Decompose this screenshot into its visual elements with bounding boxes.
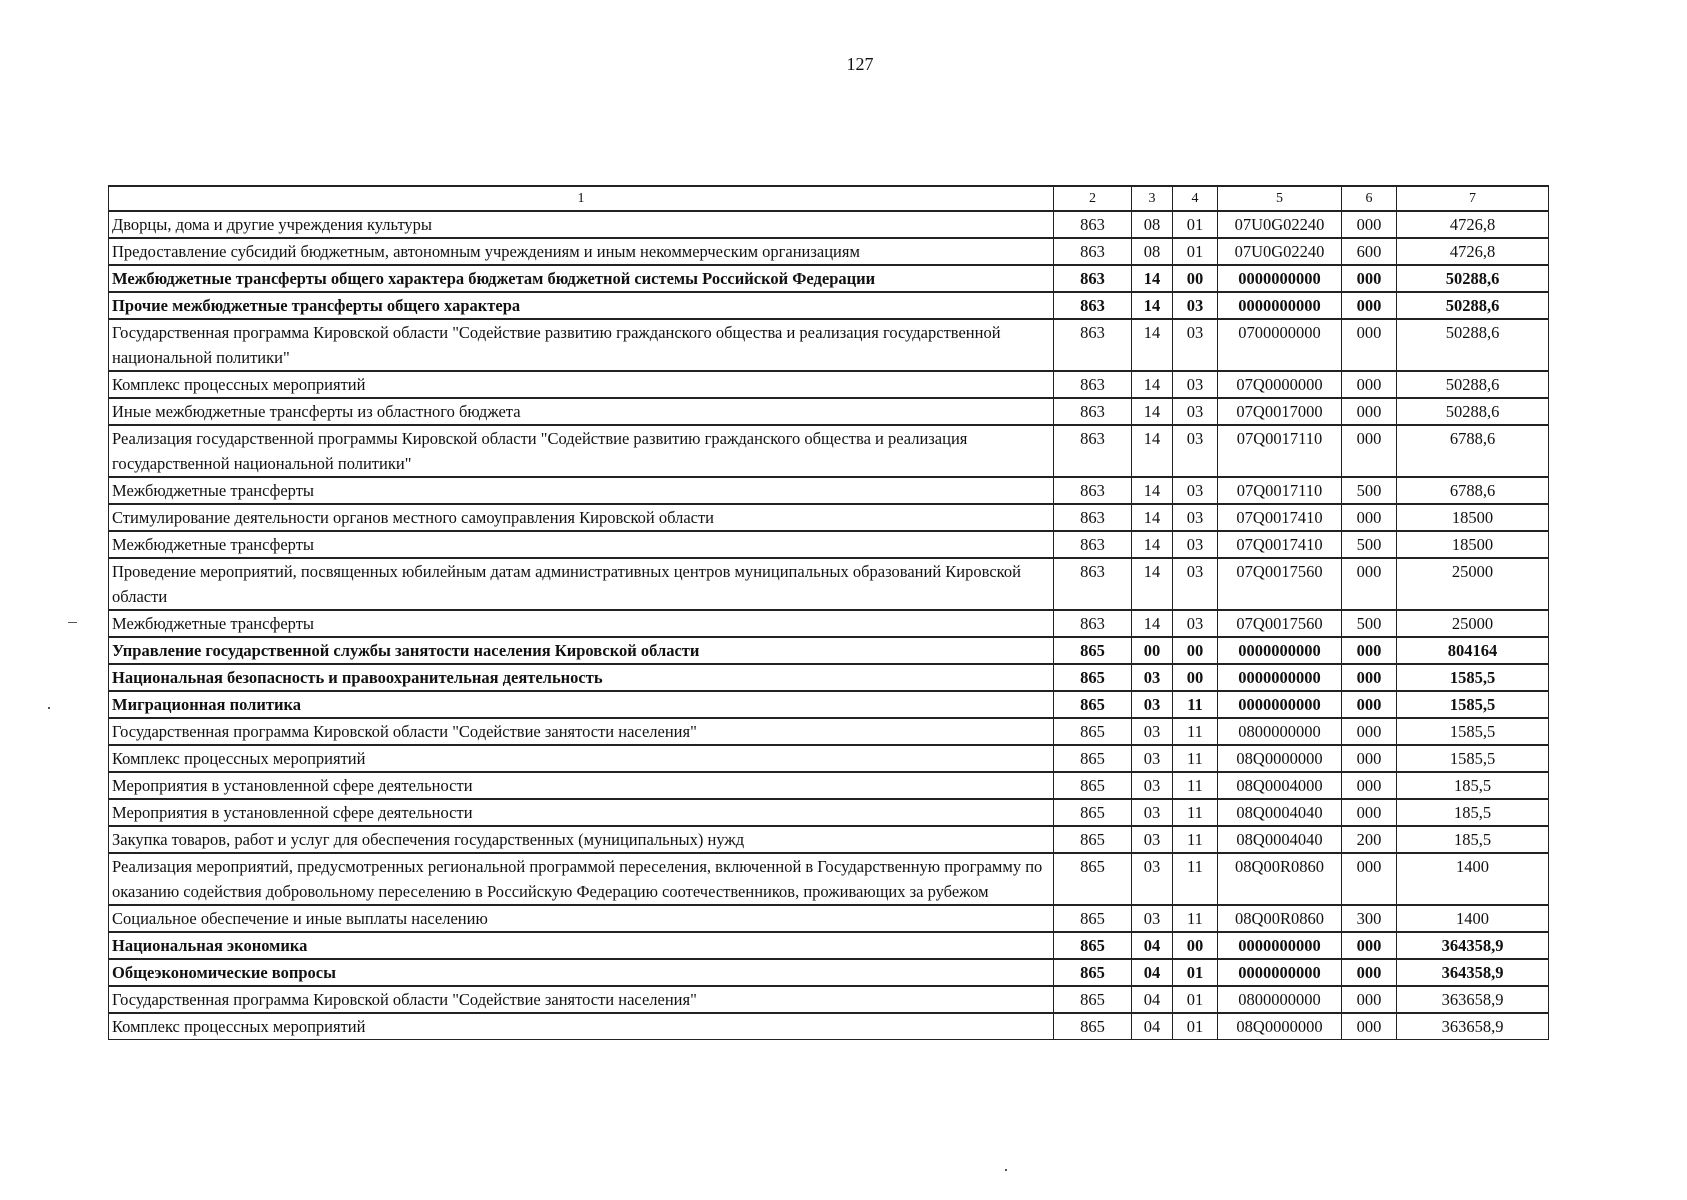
row-amount-cell: 6788,6 <box>1397 477 1549 504</box>
row-target-article-cell: 0000000000 <box>1218 664 1342 691</box>
row-subsection-cell: 11 <box>1173 799 1218 826</box>
row-name-cell: Межбюджетные трансферты <box>109 477 1054 504</box>
table-row <box>109 826 1549 853</box>
row-subsection-cell: 03 <box>1173 398 1218 425</box>
row-amount-cell: 50288,6 <box>1397 292 1549 319</box>
row-amount-cell: 50288,6 <box>1397 398 1549 425</box>
row-target-article-cell: 0000000000 <box>1218 265 1342 292</box>
row-expense-type-cell: 000 <box>1342 265 1397 292</box>
row-code-cell: 863 <box>1054 265 1132 292</box>
row-code-cell: 865 <box>1054 959 1132 986</box>
header-col-5: 5 <box>1218 186 1342 211</box>
table-row <box>109 718 1549 745</box>
scan-mark <box>1005 1169 1007 1171</box>
table-row <box>109 292 1549 319</box>
table-row <box>109 664 1549 691</box>
table-row <box>109 398 1549 425</box>
row-section-cell: 03 <box>1132 691 1173 718</box>
row-section-cell: 14 <box>1132 292 1173 319</box>
row-section-cell: 14 <box>1132 477 1173 504</box>
table-row <box>109 504 1549 531</box>
row-code-cell: 863 <box>1054 371 1132 398</box>
row-section-cell: 08 <box>1132 238 1173 265</box>
page-number: 127 <box>846 54 874 74</box>
row-subsection-cell: 01 <box>1173 986 1218 1013</box>
row-section-cell: 03 <box>1132 718 1173 745</box>
row-expense-type-cell: 000 <box>1342 745 1397 772</box>
table-row <box>109 932 1549 959</box>
row-expense-type-cell: 000 <box>1342 664 1397 691</box>
row-name-cell: Государственная программа Кировской области "Содействие занятости населения" <box>109 718 1054 745</box>
row-expense-type-cell: 600 <box>1342 238 1397 265</box>
row-expense-type-cell: 000 <box>1342 398 1397 425</box>
row-code-cell: 863 <box>1054 477 1132 504</box>
row-subsection-cell: 01 <box>1173 959 1218 986</box>
table-row <box>109 477 1549 504</box>
row-amount-cell: 1585,5 <box>1397 718 1549 745</box>
table-row <box>109 905 1549 932</box>
row-target-article-cell: 07U0G02240 <box>1218 238 1342 265</box>
row-target-article-cell: 08Q0004040 <box>1218 799 1342 826</box>
table-row <box>109 265 1549 292</box>
table-row <box>109 371 1549 398</box>
row-name-cell: Межбюджетные трансферты <box>109 610 1054 637</box>
row-subsection-cell: 11 <box>1173 718 1218 745</box>
row-expense-type-cell: 200 <box>1342 826 1397 853</box>
row-name-cell: Комплекс процессных мероприятий <box>109 745 1054 772</box>
budget-table <box>108 185 1549 1040</box>
header-col-6: 6 <box>1342 186 1397 211</box>
header-col-2: 2 <box>1054 186 1132 211</box>
row-target-article-cell: 07Q0017560 <box>1218 558 1342 610</box>
row-expense-type-cell: 000 <box>1342 371 1397 398</box>
row-amount-cell: 50288,6 <box>1397 371 1549 398</box>
row-expense-type-cell: 000 <box>1342 504 1397 531</box>
row-target-article-cell: 08Q0004000 <box>1218 772 1342 799</box>
row-code-cell: 865 <box>1054 664 1132 691</box>
row-target-article-cell: 0800000000 <box>1218 718 1342 745</box>
row-expense-type-cell: 000 <box>1342 691 1397 718</box>
row-name-cell: Закупка товаров, работ и услуг для обеспечения государственных (муниципальных) нужд <box>109 826 1054 853</box>
row-target-article-cell: 0700000000 <box>1218 319 1342 371</box>
row-name-cell: Комплекс процессных мероприятий <box>109 371 1054 398</box>
row-expense-type-cell: 000 <box>1342 718 1397 745</box>
row-code-cell: 863 <box>1054 319 1132 371</box>
row-amount-cell: 1585,5 <box>1397 664 1549 691</box>
row-section-cell: 00 <box>1132 637 1173 664</box>
row-name-cell: Национальная безопасность и правоохранительная деятельность <box>109 664 1054 691</box>
row-name-cell: Мероприятия в установленной сфере деятельности <box>109 772 1054 799</box>
row-subsection-cell: 11 <box>1173 905 1218 932</box>
row-name-cell: Реализация мероприятий, предусмотренных региональной программой переселения, включенной в Государственную программу по оказанию содействия добровольному переселению в Российскую Федерацию соотечественников, проживающих за рубежом <box>109 853 1054 905</box>
row-section-cell: 14 <box>1132 425 1173 477</box>
row-section-cell: 03 <box>1132 905 1173 932</box>
row-code-cell: 863 <box>1054 238 1132 265</box>
row-name-cell: Управление государственной службы занятости населения Кировской области <box>109 637 1054 664</box>
row-expense-type-cell: 000 <box>1342 319 1397 371</box>
table-row <box>109 799 1549 826</box>
header-col-7: 7 <box>1397 186 1549 211</box>
row-amount-cell: 364358,9 <box>1397 932 1549 959</box>
row-amount-cell: 18500 <box>1397 531 1549 558</box>
row-amount-cell: 50288,6 <box>1397 265 1549 292</box>
row-code-cell: 863 <box>1054 558 1132 610</box>
row-target-article-cell: 07Q0017110 <box>1218 477 1342 504</box>
table-row <box>109 531 1549 558</box>
scan-mark <box>48 707 50 709</box>
row-code-cell: 863 <box>1054 292 1132 319</box>
table-row <box>109 238 1549 265</box>
row-target-article-cell: 08Q00R0860 <box>1218 905 1342 932</box>
row-expense-type-cell: 000 <box>1342 959 1397 986</box>
row-code-cell: 865 <box>1054 826 1132 853</box>
table-row <box>109 853 1549 905</box>
row-target-article-cell: 07Q0000000 <box>1218 371 1342 398</box>
row-subsection-cell: 00 <box>1173 265 1218 292</box>
row-code-cell: 865 <box>1054 932 1132 959</box>
row-amount-cell: 4726,8 <box>1397 238 1549 265</box>
row-section-cell: 14 <box>1132 531 1173 558</box>
row-section-cell: 04 <box>1132 932 1173 959</box>
row-code-cell: 863 <box>1054 211 1132 238</box>
row-code-cell: 863 <box>1054 531 1132 558</box>
row-target-article-cell: 07U0G02240 <box>1218 211 1342 238</box>
row-section-cell: 08 <box>1132 211 1173 238</box>
row-name-cell: Межбюджетные трансферты общего характера бюджетам бюджетной системы Российской Федерации <box>109 265 1054 292</box>
row-section-cell: 03 <box>1132 853 1173 905</box>
row-expense-type-cell: 000 <box>1342 211 1397 238</box>
row-amount-cell: 185,5 <box>1397 799 1549 826</box>
row-subsection-cell: 01 <box>1173 211 1218 238</box>
row-code-cell: 865 <box>1054 986 1132 1013</box>
row-section-cell: 14 <box>1132 610 1173 637</box>
row-target-article-cell: 08Q0000000 <box>1218 1013 1342 1040</box>
row-amount-cell: 1585,5 <box>1397 691 1549 718</box>
row-code-cell: 863 <box>1054 504 1132 531</box>
row-subsection-cell: 01 <box>1173 238 1218 265</box>
row-target-article-cell: 07Q0017110 <box>1218 425 1342 477</box>
row-subsection-cell: 03 <box>1173 610 1218 637</box>
row-name-cell: Предоставление субсидий бюджетным, автономным учреждениям и иным некоммерческим организациям <box>109 238 1054 265</box>
row-code-cell: 865 <box>1054 637 1132 664</box>
row-amount-cell: 25000 <box>1397 558 1549 610</box>
row-expense-type-cell: 300 <box>1342 905 1397 932</box>
row-expense-type-cell: 000 <box>1342 853 1397 905</box>
row-subsection-cell: 03 <box>1173 292 1218 319</box>
row-amount-cell: 25000 <box>1397 610 1549 637</box>
row-expense-type-cell: 000 <box>1342 799 1397 826</box>
row-expense-type-cell: 500 <box>1342 477 1397 504</box>
table-row <box>109 986 1549 1013</box>
row-section-cell: 14 <box>1132 558 1173 610</box>
row-target-article-cell: 0000000000 <box>1218 637 1342 664</box>
row-code-cell: 865 <box>1054 718 1132 745</box>
row-target-article-cell: 0000000000 <box>1218 932 1342 959</box>
row-target-article-cell: 07Q0017000 <box>1218 398 1342 425</box>
row-code-cell: 865 <box>1054 905 1132 932</box>
row-target-article-cell: 07Q0017560 <box>1218 610 1342 637</box>
row-expense-type-cell: 000 <box>1342 425 1397 477</box>
table-row <box>109 691 1549 718</box>
table-row <box>109 425 1549 477</box>
row-section-cell: 03 <box>1132 826 1173 853</box>
row-code-cell: 865 <box>1054 799 1132 826</box>
table-row <box>109 745 1549 772</box>
row-expense-type-cell: 000 <box>1342 932 1397 959</box>
row-target-article-cell: 0000000000 <box>1218 691 1342 718</box>
row-code-cell: 863 <box>1054 398 1132 425</box>
row-subsection-cell: 03 <box>1173 425 1218 477</box>
row-target-article-cell: 0000000000 <box>1218 959 1342 986</box>
row-name-cell: Стимулирование деятельности органов местного самоуправления Кировской области <box>109 504 1054 531</box>
row-amount-cell: 6788,6 <box>1397 425 1549 477</box>
row-target-article-cell: 08Q0004040 <box>1218 826 1342 853</box>
row-expense-type-cell: 000 <box>1342 772 1397 799</box>
row-subsection-cell: 03 <box>1173 504 1218 531</box>
row-subsection-cell: 11 <box>1173 691 1218 718</box>
row-subsection-cell: 00 <box>1173 637 1218 664</box>
row-amount-cell: 1585,5 <box>1397 745 1549 772</box>
row-target-article-cell: 07Q0017410 <box>1218 531 1342 558</box>
table-row <box>109 319 1549 371</box>
row-section-cell: 04 <box>1132 959 1173 986</box>
row-section-cell: 14 <box>1132 265 1173 292</box>
row-amount-cell: 363658,9 <box>1397 986 1549 1013</box>
row-amount-cell: 1400 <box>1397 853 1549 905</box>
header-col-1: 1 <box>109 186 1054 211</box>
row-subsection-cell: 11 <box>1173 853 1218 905</box>
row-target-article-cell: 08Q0000000 <box>1218 745 1342 772</box>
row-subsection-cell: 11 <box>1173 745 1218 772</box>
row-amount-cell: 364358,9 <box>1397 959 1549 986</box>
row-target-article-cell: 0000000000 <box>1218 292 1342 319</box>
row-code-cell: 865 <box>1054 1013 1132 1040</box>
row-name-cell: Миграционная политика <box>109 691 1054 718</box>
row-name-cell: Национальная экономика <box>109 932 1054 959</box>
row-expense-type-cell: 000 <box>1342 637 1397 664</box>
row-name-cell: Межбюджетные трансферты <box>109 531 1054 558</box>
row-subsection-cell: 11 <box>1173 826 1218 853</box>
row-subsection-cell: 11 <box>1173 772 1218 799</box>
row-target-article-cell: 08Q00R0860 <box>1218 853 1342 905</box>
row-target-article-cell: 07Q0017410 <box>1218 504 1342 531</box>
row-subsection-cell: 03 <box>1173 371 1218 398</box>
row-target-article-cell: 0800000000 <box>1218 986 1342 1013</box>
row-expense-type-cell: 000 <box>1342 1013 1397 1040</box>
row-code-cell: 865 <box>1054 691 1132 718</box>
row-amount-cell: 18500 <box>1397 504 1549 531</box>
table-row <box>109 1013 1549 1040</box>
row-section-cell: 03 <box>1132 745 1173 772</box>
row-name-cell: Проведение мероприятий, посвященных юбилейным датам административных центров муниципальных образований Кировской области <box>109 558 1054 610</box>
row-code-cell: 865 <box>1054 772 1132 799</box>
row-section-cell: 14 <box>1132 319 1173 371</box>
row-subsection-cell: 00 <box>1173 664 1218 691</box>
table-row <box>109 558 1549 610</box>
row-subsection-cell: 01 <box>1173 1013 1218 1040</box>
row-section-cell: 04 <box>1132 986 1173 1013</box>
row-expense-type-cell: 500 <box>1342 531 1397 558</box>
table-row <box>109 610 1549 637</box>
row-section-cell: 04 <box>1132 1013 1173 1040</box>
row-section-cell: 03 <box>1132 799 1173 826</box>
row-expense-type-cell: 500 <box>1342 610 1397 637</box>
row-amount-cell: 185,5 <box>1397 826 1549 853</box>
row-section-cell: 03 <box>1132 664 1173 691</box>
row-expense-type-cell: 000 <box>1342 558 1397 610</box>
table-row <box>109 637 1549 664</box>
row-amount-cell: 50288,6 <box>1397 319 1549 371</box>
row-expense-type-cell: 000 <box>1342 292 1397 319</box>
row-subsection-cell: 00 <box>1173 932 1218 959</box>
row-section-cell: 14 <box>1132 398 1173 425</box>
row-subsection-cell: 03 <box>1173 558 1218 610</box>
table-row <box>109 959 1549 986</box>
header-row <box>109 186 1549 211</box>
row-section-cell: 14 <box>1132 371 1173 398</box>
row-subsection-cell: 03 <box>1173 319 1218 371</box>
row-subsection-cell: 03 <box>1173 531 1218 558</box>
row-section-cell: 03 <box>1132 772 1173 799</box>
row-amount-cell: 363658,9 <box>1397 1013 1549 1040</box>
row-section-cell: 14 <box>1132 504 1173 531</box>
row-name-cell: Реализация государственной программы Кировской области "Содействие развитию гражданского общества и реализация государственной национальной политики" <box>109 425 1054 477</box>
table-row <box>109 211 1549 238</box>
row-name-cell: Государственная программа Кировской области "Содействие занятости населения" <box>109 986 1054 1013</box>
row-name-cell: Мероприятия в установленной сфере деятельности <box>109 799 1054 826</box>
scan-mark <box>68 622 77 623</box>
header-col-3: 3 <box>1132 186 1173 211</box>
row-name-cell: Социальное обеспечение и иные выплаты населению <box>109 905 1054 932</box>
row-name-cell: Дворцы, дома и другие учреждения культуры <box>109 211 1054 238</box>
row-name-cell: Государственная программа Кировской области "Содействие развитию гражданского общества и реализация государственной национальной политики" <box>109 319 1054 371</box>
row-amount-cell: 1400 <box>1397 905 1549 932</box>
row-name-cell: Иные межбюджетные трансферты из областного бюджета <box>109 398 1054 425</box>
row-code-cell: 865 <box>1054 853 1132 905</box>
header-col-4: 4 <box>1173 186 1218 211</box>
row-subsection-cell: 03 <box>1173 477 1218 504</box>
row-amount-cell: 804164 <box>1397 637 1549 664</box>
table-row <box>109 772 1549 799</box>
row-expense-type-cell: 000 <box>1342 986 1397 1013</box>
row-code-cell: 865 <box>1054 745 1132 772</box>
row-name-cell: Общеэкономические вопросы <box>109 959 1054 986</box>
row-name-cell: Прочие межбюджетные трансферты общего характера <box>109 292 1054 319</box>
row-amount-cell: 185,5 <box>1397 772 1549 799</box>
row-code-cell: 863 <box>1054 425 1132 477</box>
row-amount-cell: 4726,8 <box>1397 211 1549 238</box>
row-code-cell: 863 <box>1054 610 1132 637</box>
row-name-cell: Комплекс процессных мероприятий <box>109 1013 1054 1040</box>
